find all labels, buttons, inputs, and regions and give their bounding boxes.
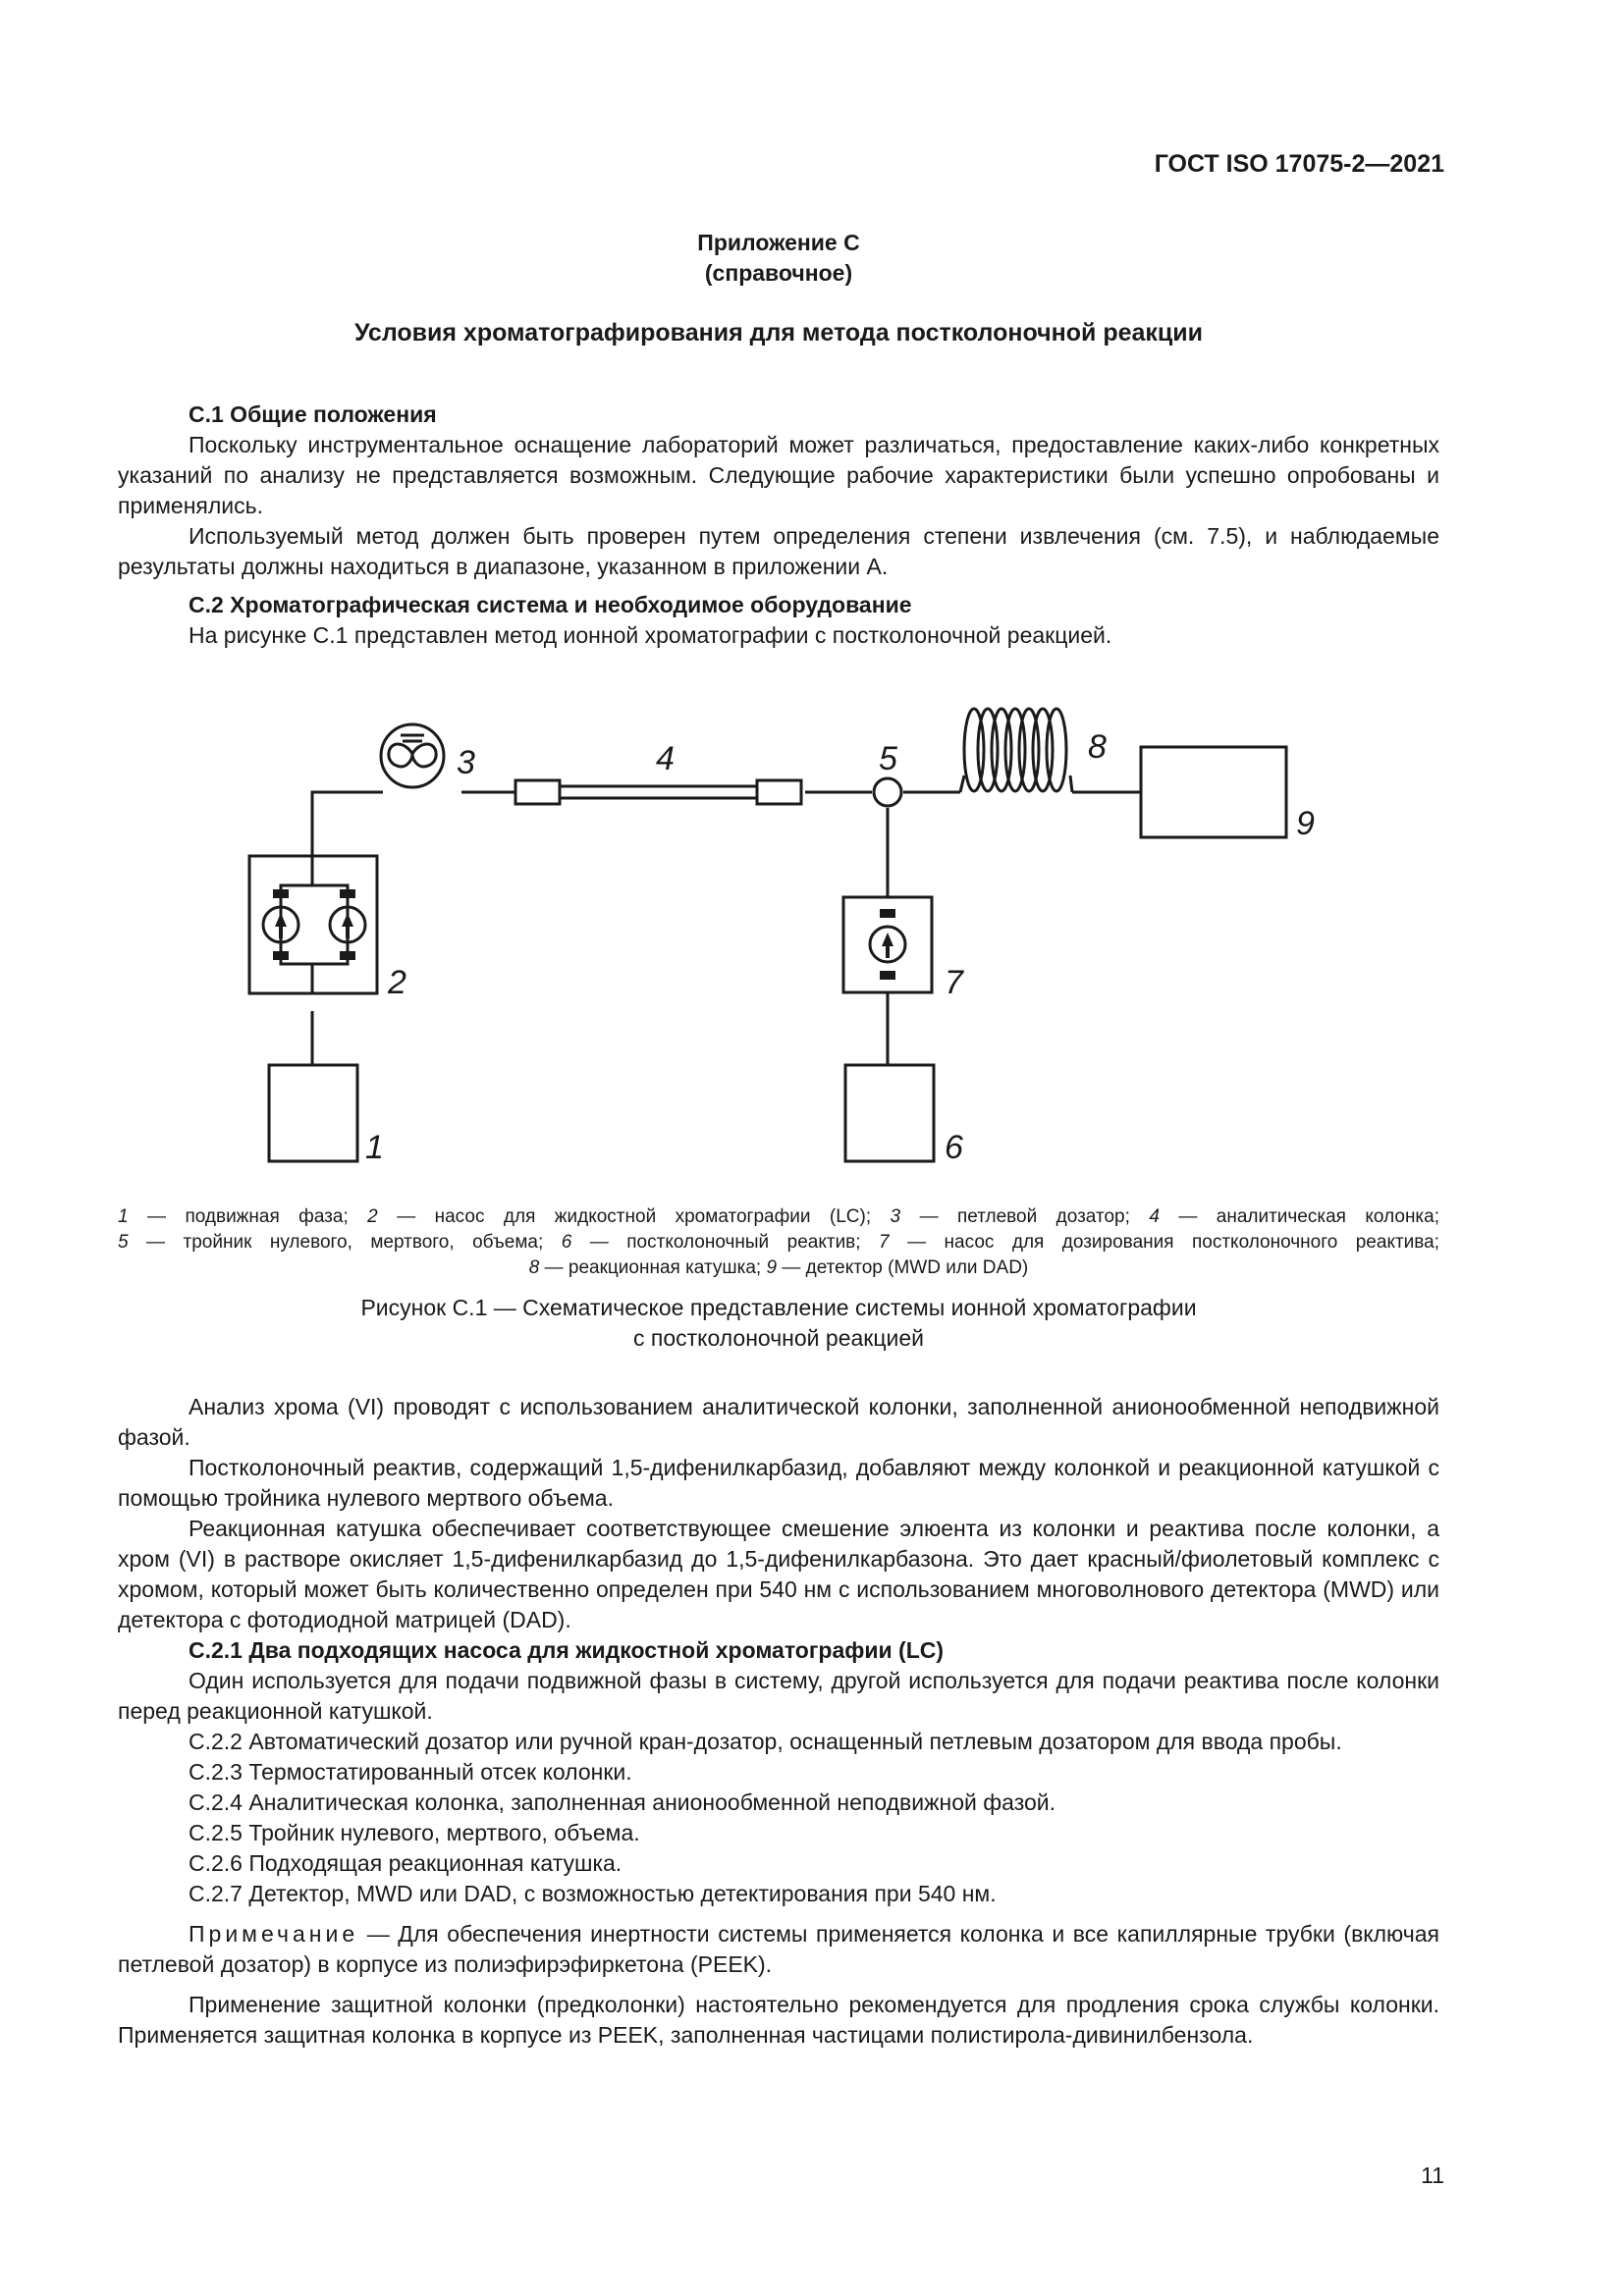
paragraph: Поскольку инструментальное оснащение лабораторий может различаться, предоставление каких-либо конкретных указаний по анализу не представляется возможным. Следующие рабочие характеристики были успешно опробованы и применялись. — [118, 432, 1439, 518]
list-item: С.2.6 Подходящая реакционная катушка. — [189, 1850, 623, 1876]
annex-title: Приложение С — [697, 230, 860, 255]
reagent-box — [845, 1065, 934, 1161]
annex-status: (справочное) — [704, 260, 853, 286]
figure-label-1: 1 — [365, 1129, 384, 1166]
list-item: С.2.5 Тройник нулевого, мертвого, объема. — [189, 1820, 640, 1845]
main-text — [118, 1392, 1439, 2051]
paragraph: Применение защитной колонки (предколонки) настоятельно рекомендуется для продления срока службы колонки. Применяется защитная колонка в корпусе из PEEK, заполненная частицами полистирола-дивинилбензола. — [118, 1992, 1439, 2048]
analytical-column — [560, 786, 757, 798]
figure-label-4: 4 — [656, 740, 675, 777]
column-end-left — [515, 780, 560, 804]
annex-heading: Условия хроматографирования для метода постколоночной реакции — [353, 319, 1204, 347]
reaction-coil-icon — [964, 709, 1066, 791]
page-number: 11 — [1421, 2163, 1444, 2188]
figure-label-8: 8 — [1088, 728, 1107, 766]
tube-2-3 — [312, 792, 383, 856]
section-heading: С.2.1 Два подходящих насоса для жидкостной хроматографии (LC) — [189, 1637, 945, 1663]
tee-connector — [874, 778, 901, 806]
paragraph: На рисунке С.1 представлен метод ионной хроматографии с постколоночной реакцией. — [189, 622, 1112, 648]
figure-caption: Рисунок С.1 — Схематическое представление системы ионной хроматографии с постколоночной реакцией — [360, 1295, 1197, 1351]
note-text: — Для обеспечения инертности системы применяется колонка и все капиллярные трубки (включая петлевой дозатор) в корпусе из полиэфирэфиркетона (PEEK). — [118, 1921, 1439, 1977]
list-item: С.2.7 Детектор, MWD или DAD, с возможностью детектирования при 540 нм. — [189, 1881, 997, 1906]
list-item: С.2.3 Термостатированный отсек колонки. — [189, 1759, 632, 1785]
figure-legend: 1 — подвижная фаза; 2 — насос для жидкостной хроматографии (LC); 3 — петлевой дозатор; 4 — аналитическая колонка; 5 — тройник нулевого, мертвого, объема; 6 — постколоночный реактив; 7 — насос для дозирования постколоночного реактива; 8 — реакционная катушка; 9 — детектор (MWD или DAD) — [118, 1206, 1440, 1278]
paragraph: Реакционная катушка обеспечивает соответствующее смешение элюента из колонки и реактива после колонки, а хром (VI) в растворе окисляет 1,5-дифенилкарбазид до 1,5-дифенилкарбазона. Это дает красный/фиолетовый комплекс с хромом, который может быть количественно определен при 540 нм с использованием многоволнового детектора (MWD) или детектора с фотодиодной матрицей (DAD). — [118, 1516, 1439, 1632]
figure-label-6: 6 — [945, 1129, 963, 1166]
figure-label-7: 7 — [945, 964, 963, 1001]
mobile-phase-box — [269, 1065, 357, 1161]
figure-label-3: 3 — [457, 744, 475, 781]
standard-designation: ГОСТ ISO 17075-2—2021 — [1154, 150, 1444, 178]
note — [118, 1919, 1439, 1980]
figure-label-5: 5 — [879, 740, 897, 777]
column-end-right — [757, 780, 801, 804]
list-item: С.2.4 Аналитическая колонка, заполненная анионообменной неподвижной фазой. — [189, 1789, 1056, 1815]
note-label: Примечание — [189, 1921, 359, 1947]
figure-label-2: 2 — [388, 964, 406, 1001]
list-item: С.2.2 Автоматический дозатор или ручной кран-дозатор, оснащенный петлевым дозатором для ввода пробы. — [189, 1729, 1342, 1754]
paragraph: Постколоночный реактив, содержащий 1,5-дифенилкарбазид, добавляют между колонкой и реакционной катушкой с помощью тройника нулевого мертвого объема. — [118, 1455, 1439, 1511]
paragraph: Используемый метод должен быть проверен путем определения степени извлечения (см. 7.5), и наблюдаемые результаты должны находиться в диапазоне, указанном в приложении А. — [118, 523, 1439, 579]
figure-label-9: 9 — [1296, 805, 1315, 842]
section-heading: С.1 Общие положения — [189, 401, 437, 427]
paragraph: Один используется для подачи подвижной фазы в систему, другой используется для подачи реактива после колонки перед реакционной катушкой. — [118, 1668, 1439, 1724]
paragraph: Анализ хрома (VI) проводят с использованием аналитической колонки, заполненной анионообменной неподвижной фазой. — [118, 1394, 1439, 1450]
detector-box — [1141, 747, 1286, 837]
section-heading: С.2 Хроматографическая система и необходимое оборудование — [189, 592, 912, 617]
